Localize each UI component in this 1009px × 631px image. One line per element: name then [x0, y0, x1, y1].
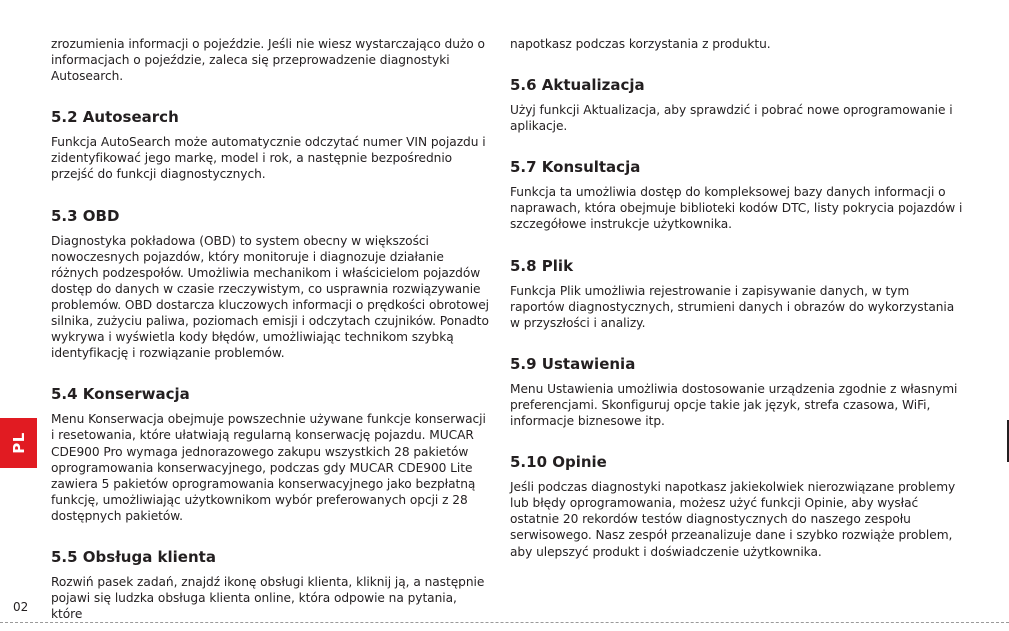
- section-body-obd: Diagnostyka pokładowa (OBD) to system obecny w większości nowoczesnych pojazdów, który monitoruje i diagnozuje działanie różnych podzespołów. Umożliwia mechanikom i właścicielom pojazdów dostęp do danych w czasie rzeczywistym, co usprawnia rozwiązywanie problemów. OBD dostarcza kluczowych informacji o prędkości obrotowej silnika, zużyciu paliwa, poziomach emisji i odczytach czujników. Ponadto wykrywa i wyświetla kody błędów, umożliwiając technikom szybką identyfikację i rozwiązanie problemów.: [51, 233, 489, 361]
- language-tab: [0, 418, 37, 468]
- section-body-konserwacja: Menu Konserwacja obejmuje powszechnie używane funkcje konserwacji i resetowania, które ułatwiają regularną konserwację pojazdu. MUCAR CDE900 Pro wymaga jednorazowego zakupu wszystkich 28 pakietów oprogramowania konserwacyjnego, podczas gdy MUCAR CDE900 Lite zawiera 5 pakietów oprogramowania konserwacyjnego jako bezpłatną funkcję, umożliwiając użytkownikom wybór preferowanych opcji z 28 dostępnych pakietów.: [51, 412, 486, 523]
- section-heading-konserwacja: 5.4 Konserwacja: [51, 385, 190, 404]
- section-heading-opinie: 5.10 Opinie: [510, 453, 607, 472]
- section-heading-konsultacja: 5.7 Konsultacja: [510, 158, 641, 177]
- section-body-autosearch: Funkcja AutoSearch może automatycznie odczytać numer VIN pojazdu i zidentyfikować jego markę, model i rok, a następnie bezpośrednio przejść do funkcji diagnostycznych.: [51, 135, 486, 182]
- left-column: [51, 36, 491, 622]
- section-body-aktualizacja: Użyj funkcji Aktualizacja, aby sprawdzić i pobrać nowe oprogramowanie i aplikacje.: [510, 103, 953, 134]
- section-body-ustawienia: Menu Ustawienia umożliwia dostosowanie urządzenia zgodnie z własnymi preferencjami. Skonfiguruj opcje takie jak język, strefa czasowa, WiFi, informacje biznesowe itp.: [510, 381, 958, 429]
- section-heading-plik: 5.8 Plik: [510, 256, 574, 275]
- right-column: [510, 36, 965, 560]
- right-intro-paragraph: napotkasz podczas korzystania z produktu.: [510, 37, 771, 51]
- language-tab-label: PL: [9, 432, 28, 454]
- page-number: 02: [13, 600, 29, 614]
- left-intro-paragraph: zrozumienia informacji o pojeździe. Jeśli nie wiesz wystarczająco dużo o informacjach o pojeździe, zaleca się przeprowadzenie diagnostyki Autosearch.: [51, 37, 485, 84]
- section-heading-aktualizacja: 5.6 Aktualizacja: [510, 76, 645, 95]
- section-body-opinie: Jeśli podczas diagnostyki napotkasz jakiekolwiek nierozwiązane problemy lub błędy oprogramowania, możesz użyć funkcji Opinie, aby wysłać ostatnie 20 rekordów testów diagnostycznych do naszego zespołu serwisowego. Nasz zespół przeanalizuje dane i szybko rozwiąże problem, aby ulepszyć produkt i doświadczenie użytkownika.: [510, 480, 956, 559]
- section-heading-autosearch: 5.2 Autosearch: [51, 108, 179, 127]
- section-heading-obsluga-klienta: 5.5 Obsługa klienta: [51, 547, 216, 566]
- section-body-obsluga-klienta: Rozwiń pasek zadań, znajdź ikonę obsługi klienta, kliknij ją, a następnie pojawi się ludzka obsługa klienta online, która odpowie na pytania, które: [51, 574, 485, 622]
- bottom-divider: [0, 622, 1009, 623]
- section-body-konsultacja: Funkcja ta umożliwia dostęp do kompleksowej bazy danych informacji o naprawach, która obejmuje biblioteki kodów DTC, listy pokrycia pojazdów i szczegółowe instrukcje użytkownika.: [510, 185, 963, 232]
- section-body-plik: Funkcja Plik umożliwia rejestrowanie i zapisywanie danych, w tym raportów diagnostycznych, strumieni danych i obrazów do wykorzystania w przyszłości i analizy.: [510, 283, 955, 330]
- section-heading-ustawienia: 5.9 Ustawienia: [510, 354, 636, 373]
- section-heading-obd: 5.3 OBD: [51, 206, 120, 225]
